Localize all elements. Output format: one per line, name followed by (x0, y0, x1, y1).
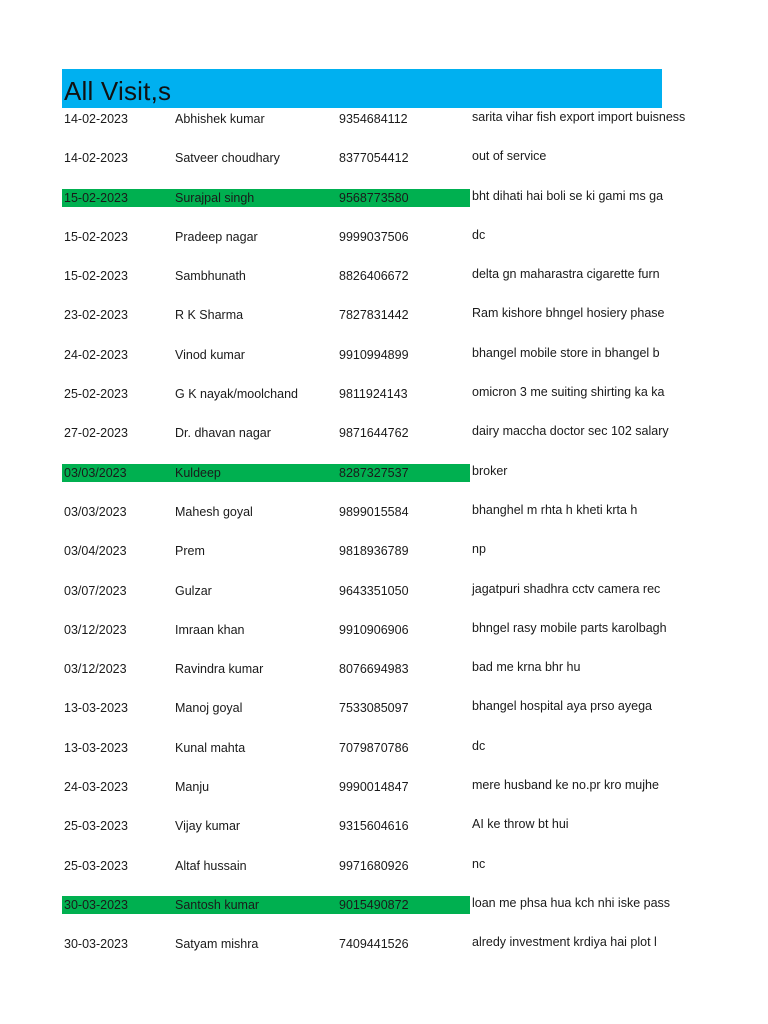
date-cell[interactable]: 24-02-2023 (64, 347, 128, 362)
date-cell[interactable]: 03/03/2023 (64, 465, 127, 480)
date-cell[interactable]: 24-03-2023 (64, 780, 128, 795)
table-row[interactable] (62, 815, 662, 854)
phone-cell[interactable]: 9818936789 (339, 544, 409, 559)
note-cell[interactable]: mere husband ke no.pr kro mujhe (472, 778, 659, 793)
table-row[interactable] (62, 697, 662, 736)
table-row[interactable] (62, 265, 662, 304)
table-row[interactable] (62, 894, 671, 933)
name-cell[interactable]: Kuldeep (175, 465, 221, 480)
table-row[interactable] (62, 658, 662, 697)
name-cell[interactable]: Surajpal singh (175, 190, 255, 205)
phone-cell[interactable]: 9899015584 (339, 504, 409, 519)
name-cell[interactable]: Vinod kumar (175, 347, 245, 362)
date-cell[interactable]: 13-03-2023 (64, 701, 128, 716)
name-cell[interactable]: Dr. dhavan nagar (175, 426, 271, 441)
name-cell[interactable]: Santosh kumar (175, 897, 260, 912)
note-cell[interactable]: dc (472, 738, 486, 753)
note-cell[interactable]: bad me krna bhr hu (472, 660, 581, 675)
table-row[interactable] (62, 187, 662, 226)
phone-cell[interactable]: 9971680926 (339, 858, 409, 873)
name-cell[interactable]: R K Sharma (175, 308, 244, 323)
date-cell[interactable]: 03/03/2023 (64, 504, 127, 519)
table-row[interactable] (62, 737, 662, 776)
phone-cell[interactable]: 9015490872 (339, 897, 409, 912)
phone-cell[interactable]: 7827831442 (339, 308, 409, 323)
sheet-header (62, 69, 662, 108)
note-cell[interactable]: bhngel rasy mobile parts karolbagh (472, 620, 667, 635)
date-cell[interactable]: 25-03-2023 (64, 819, 128, 834)
name-cell[interactable]: Mahesh goyal (175, 504, 253, 519)
date-cell[interactable]: 14-02-2023 (64, 151, 128, 166)
note-cell[interactable]: np (472, 542, 486, 557)
table-row[interactable] (62, 855, 662, 894)
name-cell[interactable]: Pradeep nagar (175, 229, 258, 244)
note-cell[interactable]: nc (472, 856, 486, 871)
name-cell[interactable]: Manoj goyal (175, 701, 243, 716)
table-row[interactable] (62, 933, 662, 972)
note-cell[interactable]: bhangel mobile store in bhangel b (472, 345, 660, 360)
name-cell[interactable]: Sambhunath (175, 269, 246, 284)
note-cell[interactable]: dc (472, 227, 486, 242)
table-row[interactable] (62, 619, 667, 658)
note-cell[interactable]: bhanghel m rhta h kheti krta h (472, 502, 638, 517)
phone-cell[interactable]: 8076694983 (339, 662, 409, 677)
table-row[interactable] (62, 540, 662, 579)
name-cell[interactable]: Ravindra kumar (175, 662, 264, 677)
phone-cell[interactable]: 9910906906 (339, 622, 409, 637)
name-cell[interactable]: Manju (175, 780, 210, 795)
note-cell[interactable]: loan me phsa hua kch nhi iske pass (472, 895, 671, 910)
name-cell[interactable]: Prem (175, 544, 205, 559)
note-cell[interactable]: omicron 3 me suiting shirting ka ka (472, 385, 665, 400)
date-cell[interactable]: 13-03-2023 (64, 740, 128, 755)
date-cell[interactable]: 03/04/2023 (64, 544, 127, 559)
date-cell[interactable]: 03/12/2023 (64, 622, 127, 637)
table-row[interactable] (62, 422, 669, 461)
table-row[interactable] (62, 580, 662, 619)
table-row[interactable] (62, 462, 662, 501)
phone-cell[interactable]: 9910994899 (339, 347, 409, 362)
phone-cell[interactable]: 9643351050 (339, 583, 409, 598)
note-cell[interactable]: jagatpuri shadhra cctv camera rec (472, 581, 661, 596)
phone-cell[interactable]: 9990014847 (339, 780, 409, 795)
table-row[interactable] (62, 147, 662, 186)
visits-sheet (62, 69, 686, 973)
date-cell[interactable]: 15-02-2023 (64, 229, 128, 244)
phone-cell[interactable]: 9354684112 (339, 112, 408, 126)
name-cell[interactable]: Kunal mahta (175, 740, 246, 755)
date-cell[interactable]: 25-03-2023 (64, 858, 128, 873)
table-row[interactable] (62, 226, 662, 265)
phone-cell[interactable]: 9999037506 (339, 229, 409, 244)
table-row[interactable] (62, 776, 662, 815)
note-cell[interactable]: alredy investment krdiya hai plot l (472, 935, 657, 950)
date-cell[interactable]: 25-02-2023 (64, 387, 128, 402)
phone-cell[interactable]: 7079870786 (339, 740, 409, 755)
note-cell[interactable]: Ram kishore bhngel hosiery phase (472, 306, 665, 321)
sheet-title: All Visit,s (64, 75, 172, 106)
note-cell[interactable]: delta gn maharastra cigarette furn (472, 267, 660, 282)
name-cell[interactable]: Vijay kumar (175, 819, 241, 834)
date-cell[interactable]: 15-02-2023 (64, 269, 128, 284)
phone-cell[interactable]: 7409441526 (339, 937, 409, 952)
table-row[interactable] (62, 304, 665, 343)
table-row[interactable] (62, 501, 662, 540)
name-cell[interactable]: G K nayak/moolchand (175, 387, 298, 402)
name-cell[interactable]: Altaf hussain (175, 858, 247, 873)
date-cell[interactable]: 14-02-2023 (64, 112, 128, 126)
name-cell[interactable]: Abhishek kumar (175, 112, 265, 126)
note-cell[interactable]: AI ke throw bt hui (472, 817, 569, 832)
name-cell[interactable]: Satveer choudhary (175, 151, 280, 166)
note-cell[interactable]: bht dihati hai boli se ki gami ms ga (472, 188, 664, 203)
note-cell[interactable]: sarita vihar fish export import buisness (472, 110, 686, 124)
date-cell[interactable]: 03/12/2023 (64, 662, 127, 677)
note-cell[interactable]: dairy maccha doctor sec 102 salary (472, 424, 669, 439)
phone-cell[interactable]: 7533085097 (339, 701, 409, 716)
phone-cell[interactable]: 8826406672 (339, 269, 409, 284)
table-row[interactable] (62, 344, 662, 383)
phone-cell[interactable]: 9871644762 (339, 426, 409, 441)
date-cell[interactable]: 15-02-2023 (64, 190, 128, 205)
name-cell[interactable]: Imraan khan (175, 622, 245, 637)
date-cell[interactable]: 23-02-2023 (64, 308, 128, 323)
phone-cell[interactable]: 9811924143 (339, 387, 408, 402)
note-cell[interactable]: broker (472, 463, 508, 478)
visits-table (62, 108, 686, 973)
table-row[interactable] (62, 383, 665, 422)
phone-cell[interactable]: 9568773580 (339, 190, 409, 205)
date-cell[interactable]: 30-03-2023 (64, 937, 128, 952)
name-cell[interactable]: Gulzar (175, 583, 212, 598)
phone-cell[interactable]: 8377054412 (339, 151, 409, 166)
note-cell[interactable]: out of service (472, 149, 547, 164)
name-cell[interactable]: Satyam mishra (175, 937, 259, 952)
phone-cell[interactable]: 8287327537 (339, 465, 409, 480)
date-cell[interactable]: 30-03-2023 (64, 897, 128, 912)
note-cell[interactable]: bhangel hospital aya prso ayega (472, 699, 652, 714)
table-row[interactable] (62, 108, 686, 147)
date-cell[interactable]: 27-02-2023 (64, 426, 128, 441)
phone-cell[interactable]: 9315604616 (339, 819, 409, 834)
date-cell[interactable]: 03/07/2023 (64, 583, 127, 598)
